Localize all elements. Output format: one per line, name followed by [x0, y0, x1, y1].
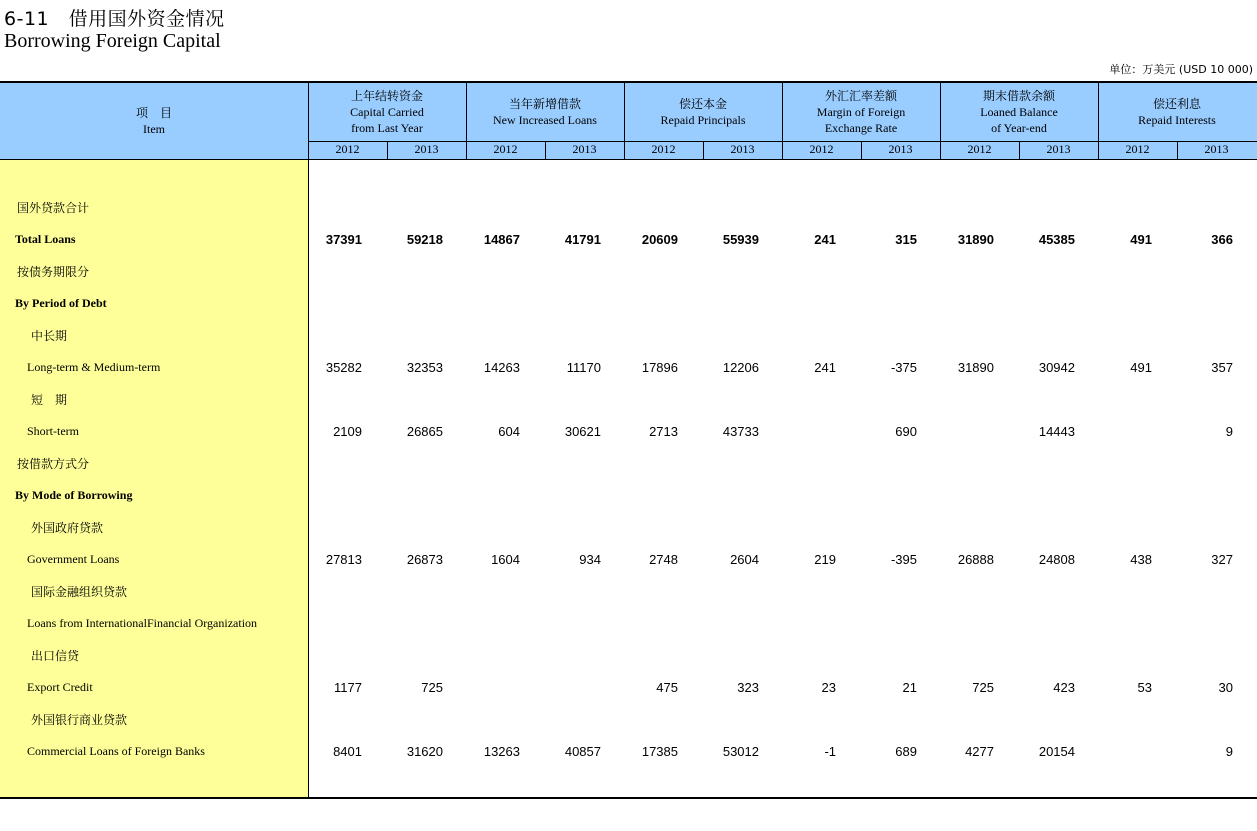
column-group-label-cn: 偿还本金 [678, 97, 727, 111]
column-group-label-en: New Increased Loans [493, 113, 597, 127]
table-row-cn [0, 255, 1257, 287]
year-header: 2013 [572, 142, 597, 156]
table-row-cn [0, 191, 1257, 223]
table-row [0, 543, 1257, 575]
table-cell: 689 [895, 743, 917, 759]
table-row-cn [0, 703, 1257, 735]
table-title-cn: 6-11 借用国外资金情况 [4, 8, 225, 30]
table-cell: 53012 [722, 743, 759, 759]
row-label-cn: 按借款方式分 [17, 456, 90, 471]
table-cell: 366 [1211, 231, 1233, 247]
header-divider [703, 141, 704, 159]
table-cell: 14867 [483, 231, 520, 247]
row-label-en: Loans from InternationalFinancial Organization [27, 615, 258, 630]
table-cell: 31890 [957, 231, 994, 247]
year-header: 2012 [335, 142, 360, 156]
header-divider [466, 83, 467, 159]
table-cell: 9 [1225, 423, 1233, 439]
table-cell: 2748 [649, 551, 678, 567]
header-divider [308, 83, 309, 159]
table-cell: 690 [895, 423, 917, 439]
table-cell: 315 [895, 231, 917, 247]
header-divider [1098, 83, 1099, 159]
table-cell: 17385 [641, 743, 678, 759]
table-cell: 423 [1053, 679, 1075, 695]
table-cell: 30942 [1038, 359, 1075, 375]
column-group-label-cn: 期末借款余额 [982, 89, 1055, 103]
table-cell: 26865 [406, 423, 443, 439]
table-cell: 357 [1211, 359, 1233, 375]
item-header-en: Item [143, 122, 165, 136]
year-header: 2013 [888, 142, 913, 156]
table-row-cn [0, 639, 1257, 671]
row-label-en: Long-term & Medium-term [27, 359, 161, 374]
table-cell: 1177 [334, 679, 362, 695]
table-cell: 21 [902, 679, 917, 695]
table-cell: 30 [1218, 679, 1233, 695]
table-cell: 12206 [722, 359, 759, 375]
table-cell: 24808 [1038, 551, 1075, 567]
header-rule [0, 159, 1257, 160]
table-cell: 491 [1130, 231, 1152, 247]
row-label-en: Export Credit [27, 679, 93, 694]
year-header: 2012 [1125, 142, 1150, 156]
table-cell: 32353 [406, 359, 443, 375]
header-rule [308, 141, 1257, 142]
table-cell: 11170 [566, 359, 601, 375]
table-row [0, 351, 1257, 383]
column-group-header [1098, 83, 1256, 141]
row-label-cn: 出口信贷 [31, 648, 80, 663]
table-cell: 17896 [641, 359, 678, 375]
table-row [0, 735, 1257, 767]
row-label-cn: 国外贷款合计 [17, 200, 90, 215]
table-row-cn [0, 575, 1257, 607]
column-group-label-en: of Year-end [991, 121, 1047, 135]
year-header: 2013 [1046, 142, 1071, 156]
table-cell: 475 [656, 679, 678, 695]
table-row [0, 223, 1257, 255]
row-label-en: Commercial Loans of Foreign Banks [27, 743, 205, 758]
bottom-rule [0, 797, 1257, 799]
table-row-cn [0, 383, 1257, 415]
header-divider [545, 141, 546, 159]
table-cell: 41791 [564, 231, 601, 247]
table-cell: 26888 [957, 551, 994, 567]
row-label-en: By Mode of Borrowing [15, 487, 133, 502]
year-header: 2013 [730, 142, 755, 156]
header-divider [387, 141, 388, 159]
table-cell: 4277 [965, 743, 994, 759]
table-cell: 35282 [325, 359, 362, 375]
table-row [0, 671, 1257, 703]
column-group-label-en: Repaid Interests [1138, 113, 1216, 127]
table-cell: 219 [814, 551, 836, 567]
column-group-header [624, 83, 782, 141]
header-divider [1177, 141, 1178, 159]
table-row-cn [0, 447, 1257, 479]
row-label-cn: 按债务期限分 [17, 264, 90, 279]
table-cell: 20154 [1038, 743, 1075, 759]
column-group-header [782, 83, 940, 141]
column-group-label-en: Capital Carried [350, 105, 424, 119]
table-cell: 26873 [406, 551, 443, 567]
table-cell: -1 [824, 743, 836, 759]
year-header: 2012 [493, 142, 518, 156]
column-group-label-cn: 外汇汇率差额 [824, 89, 897, 103]
year-header: 2012 [809, 142, 834, 156]
table-cell: 23 [821, 679, 836, 695]
table-cell: 604 [498, 423, 520, 439]
table-cell: -395 [890, 551, 917, 567]
table-row [0, 287, 1257, 319]
header-divider [940, 83, 941, 159]
table-cell: 31890 [957, 359, 994, 375]
column-group-label-cn: 偿还利息 [1152, 97, 1201, 111]
header-divider [861, 141, 862, 159]
header-divider [624, 83, 625, 159]
table-cell: 13263 [483, 743, 520, 759]
table-cell: 55939 [722, 231, 759, 247]
table-cell: 934 [579, 551, 601, 567]
column-group-label-en: Margin of Foreign [816, 105, 906, 119]
table-cell: 2713 [649, 423, 678, 439]
year-header: 2013 [414, 142, 439, 156]
row-label-cn: 外国银行商业贷款 [31, 712, 128, 727]
table-cell: 2604 [730, 551, 759, 567]
table-cell: -375 [890, 359, 917, 375]
year-header: 2013 [1204, 142, 1229, 156]
table-title-en: Borrowing Foreign Capital [4, 30, 221, 52]
row-label-en: Government Loans [27, 551, 120, 566]
column-group-label-en: Loaned Balance [980, 105, 1058, 119]
table-cell: 2109 [333, 423, 362, 439]
table-cell: 725 [421, 679, 443, 695]
row-label-en: By Period of Debt [15, 295, 107, 310]
table-row [0, 479, 1257, 511]
year-header: 2012 [651, 142, 676, 156]
table-row [0, 607, 1257, 639]
table-row [0, 415, 1257, 447]
table-cell: 30621 [564, 423, 601, 439]
table-cell: 241 [814, 359, 836, 375]
table-cell: 20609 [641, 231, 678, 247]
table-cell: 31620 [406, 743, 443, 759]
row-label-cn: 国际金融组织贷款 [31, 584, 128, 599]
table-cell: 491 [1130, 359, 1152, 375]
row-label-cn: 短 期 [31, 392, 68, 407]
table-cell: 725 [972, 679, 994, 695]
table-cell: 241 [814, 231, 836, 247]
table-cell: 45385 [1038, 231, 1075, 247]
column-group-label-cn: 当年新增借款 [508, 97, 581, 111]
row-label-en: Short-term [27, 423, 79, 438]
table-cell: 14263 [483, 359, 520, 375]
row-label-en: Total Loans [15, 231, 76, 246]
table-row-cn [0, 511, 1257, 543]
table-cell: 37391 [325, 231, 362, 247]
year-header: 2012 [967, 142, 992, 156]
table-row-cn [0, 319, 1257, 351]
table-cell: 14443 [1038, 423, 1075, 439]
unit-label: 单位：万美元 (USD 10 000) [1109, 63, 1253, 76]
item-header-cn: 项 目 [135, 106, 172, 120]
header-divider [782, 83, 783, 159]
table-cell: 323 [737, 679, 759, 695]
column-group-label-en: Exchange Rate [824, 121, 898, 135]
table-cell: 53 [1137, 679, 1152, 695]
column-group-label-en: from Last Year [351, 121, 423, 135]
column-group-label-cn: 上年结转资金 [350, 89, 423, 103]
table-cell: 9 [1225, 743, 1233, 759]
row-label-cn: 外国政府贷款 [31, 520, 104, 535]
table-cell: 1604 [491, 551, 520, 567]
table-cell: 40857 [564, 743, 601, 759]
table-cell: 438 [1130, 551, 1152, 567]
row-label-cn: 中长期 [31, 328, 68, 343]
column-group-header [940, 83, 1098, 141]
item-header [0, 83, 308, 159]
table-cell: 8401 [333, 743, 362, 759]
header-divider [1019, 141, 1020, 159]
table-cell: 327 [1211, 551, 1233, 567]
column-group-header [308, 83, 466, 141]
column-group-header [466, 83, 624, 141]
table-cell: 27813 [325, 551, 362, 567]
table-cell: 59218 [406, 231, 443, 247]
table-cell: 43733 [722, 423, 759, 439]
column-group-label-en: Repaid Principals [660, 113, 746, 127]
